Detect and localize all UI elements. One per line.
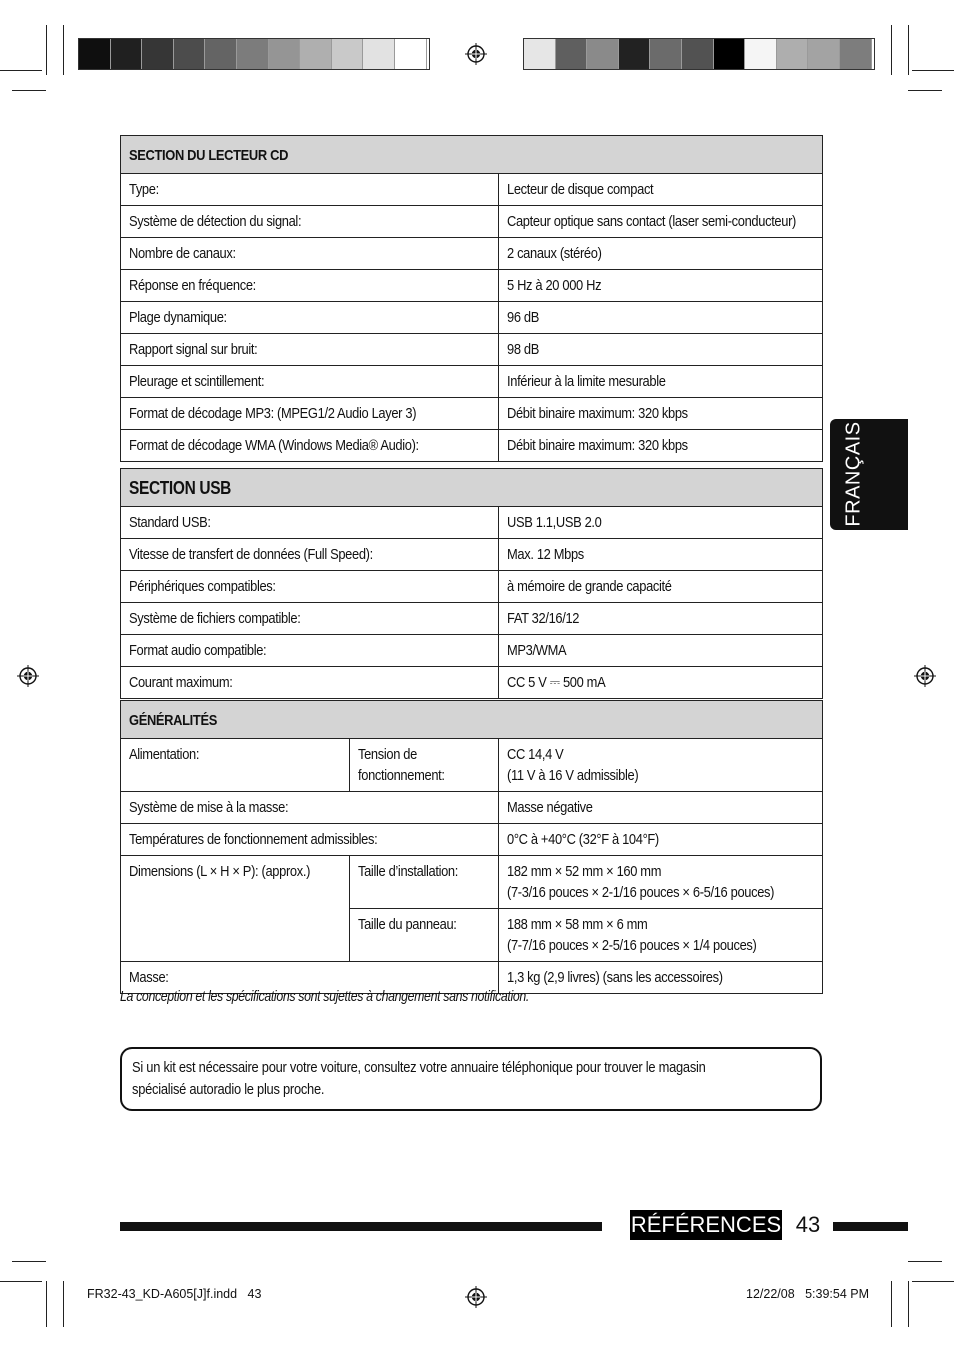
spec-label: Pleurage et scintillement:	[121, 366, 499, 398]
spec-label: Dimensions (L × H × P): (approx.)	[121, 856, 350, 962]
table-row	[121, 366, 823, 398]
table-row	[121, 739, 823, 792]
table-row	[121, 430, 823, 462]
spec-label: Standard USB:	[121, 507, 499, 539]
table-row	[121, 270, 823, 302]
table-row	[121, 856, 823, 909]
general-spec-table	[120, 700, 823, 994]
table-row	[121, 603, 823, 635]
spec-value: Max. 12 Mbps	[499, 539, 823, 571]
spec-sublabel: Taille d’installation:	[350, 856, 499, 909]
color-swatch	[237, 39, 269, 69]
color-swatch	[269, 39, 301, 69]
spec-value: Inférieur à la limite mesurable	[499, 366, 823, 398]
info-box	[120, 1047, 822, 1111]
spec-label: Format audio compatible:	[121, 635, 499, 667]
color-swatch	[174, 39, 206, 69]
spec-value: Lecteur de disque compact	[499, 174, 823, 206]
crop-mark	[63, 25, 64, 75]
spec-value: MP3/WMA	[499, 635, 823, 667]
table-row	[121, 667, 823, 699]
table-row	[121, 238, 823, 270]
spec-value: Débit binaire maximum: 320 kbps	[499, 398, 823, 430]
crop-mark	[12, 1261, 46, 1262]
footer-bar-right	[833, 1222, 908, 1231]
spec-sublabel: Tension de fonctionnement:	[350, 739, 499, 792]
color-swatch	[79, 39, 111, 69]
color-bar-left	[78, 38, 430, 70]
cd-spec-table	[120, 135, 823, 462]
spec-value: 188 mm × 58 mm × 6 mm (7-7/16 pouces × 2-5/16 pouces × 1/4 pouces)	[499, 909, 823, 962]
crop-mark	[46, 1281, 47, 1327]
spec-label: Plage dynamique:	[121, 302, 499, 334]
spec-label: Format de décodage WMA (Windows Media® Audio):	[121, 430, 499, 462]
table-header-row	[121, 136, 823, 174]
spec-value: à mémoire de grande capacité	[499, 571, 823, 603]
crop-mark	[0, 1281, 42, 1282]
spec-label: Courant maximum:	[121, 667, 499, 699]
color-swatch	[619, 39, 651, 69]
spec-label: Masse:	[121, 962, 499, 994]
crop-mark	[0, 70, 42, 71]
color-swatch	[587, 39, 619, 69]
spec-value: 98 dB	[499, 334, 823, 366]
crop-mark	[908, 1281, 909, 1327]
table-row	[121, 398, 823, 430]
crop-mark	[891, 25, 892, 75]
color-swatch	[524, 39, 556, 69]
registration-mark-icon	[914, 665, 936, 687]
spec-label: Rapport signal sur bruit:	[121, 334, 499, 366]
color-swatch	[205, 39, 237, 69]
spec-value: CC 5 V ⎓ 500 mA	[499, 667, 823, 699]
crop-mark	[46, 25, 47, 75]
table-row	[121, 571, 823, 603]
info-line: Si un kit est nécessaire pour votre voiture, consultez votre annuaire téléphonique pour trouver le magasin	[132, 1059, 706, 1076]
spec-label: Périphériques compatibles:	[121, 571, 499, 603]
table-row	[121, 824, 823, 856]
spec-value: USB 1.1,USB 2.0	[499, 507, 823, 539]
table-row	[121, 174, 823, 206]
table-header-row	[121, 469, 823, 507]
color-swatch	[714, 39, 746, 69]
table-row	[121, 507, 823, 539]
spec-value: 0°C à +40°C (32°F à 104°F)	[499, 824, 823, 856]
spec-value: 182 mm × 52 mm × 160 mm (7-3/16 pouces × 2-1/16 pouces × 6-5/16 pouces)	[499, 856, 823, 909]
color-swatch	[363, 39, 395, 69]
spec-label: Système de fichiers compatible:	[121, 603, 499, 635]
crop-mark	[63, 1281, 64, 1327]
page-number: 43	[795, 1212, 821, 1237]
color-swatch	[745, 39, 777, 69]
print-timestamp: 12/22/08 5:39:54 PM	[746, 1287, 870, 1301]
spec-label: Nombre de canaux:	[121, 238, 499, 270]
table-row	[121, 334, 823, 366]
crop-mark	[891, 1281, 892, 1327]
spec-label: Réponse en fréquence:	[121, 270, 499, 302]
registration-mark-icon	[465, 43, 487, 65]
disclaimer-note: La conception et les spécifications sont sujettes à changement sans notification.	[120, 988, 529, 1005]
crop-mark	[912, 70, 954, 71]
spec-value: 96 dB	[499, 302, 823, 334]
spec-label: Système de détection du signal:	[121, 206, 499, 238]
color-swatch	[395, 39, 427, 69]
spec-value: FAT 32/16/12	[499, 603, 823, 635]
spec-value: Débit binaire maximum: 320 kbps	[499, 430, 823, 462]
table-row	[121, 539, 823, 571]
spec-value: Masse négative	[499, 792, 823, 824]
spec-sublabel: Taille du panneau:	[350, 909, 499, 962]
crop-mark	[908, 1261, 942, 1262]
spec-label: Températures de fonctionnement admissibles:	[121, 824, 499, 856]
color-swatch	[300, 39, 332, 69]
table-row	[121, 792, 823, 824]
registration-mark-icon	[465, 1286, 487, 1308]
section-title-usb: SECTION USB	[121, 469, 823, 507]
color-swatch	[777, 39, 809, 69]
color-swatch	[650, 39, 682, 69]
color-swatch	[142, 39, 174, 69]
usb-spec-table	[120, 468, 823, 699]
spec-value: Capteur optique sans contact (laser semi-conducteur)	[499, 206, 823, 238]
info-line: spécialisé autoradio le plus proche.	[132, 1081, 325, 1098]
section-label: RÉFÉRENCES	[630, 1210, 782, 1240]
spec-label: Alimentation:	[121, 739, 350, 792]
crop-mark	[12, 90, 46, 91]
spec-label: Type:	[121, 174, 499, 206]
color-bar-right	[523, 38, 875, 70]
spec-value: 2 canaux (stéréo)	[499, 238, 823, 270]
spec-value: 5 Hz à 20 000 Hz	[499, 270, 823, 302]
spec-value: CC 14,4 V (11 V à 16 V admissible)	[499, 739, 823, 792]
crop-mark	[908, 25, 909, 75]
table-row	[121, 302, 823, 334]
spec-label: Système de mise à la masse:	[121, 792, 499, 824]
table-row	[121, 206, 823, 238]
color-swatch	[111, 39, 143, 69]
table-header-row	[121, 701, 823, 739]
spec-label: Format de décodage MP3: (MPEG1/2 Audio Layer 3)	[121, 398, 499, 430]
section-title-general: GÉNÉRALITÉS	[121, 701, 823, 739]
language-tab-label: FRANÇAIS	[842, 421, 865, 527]
color-swatch	[332, 39, 364, 69]
spec-value: 1,3 kg (2,9 livres) (sans les accessoires)	[499, 962, 823, 994]
section-title-cd: SECTION DU LECTEUR CD	[121, 136, 823, 174]
footer-bar-left	[120, 1222, 602, 1231]
table-row	[121, 635, 823, 667]
registration-mark-icon	[17, 665, 39, 687]
color-swatch	[840, 39, 872, 69]
color-swatch	[682, 39, 714, 69]
color-swatch	[556, 39, 588, 69]
crop-mark	[912, 1281, 954, 1282]
file-slug: FR32-43_KD-A605[J]f.indd 43	[87, 1287, 262, 1301]
color-swatch	[808, 39, 840, 69]
crop-mark	[908, 90, 942, 91]
spec-label: Vitesse de transfert de données (Full Speed):	[121, 539, 499, 571]
